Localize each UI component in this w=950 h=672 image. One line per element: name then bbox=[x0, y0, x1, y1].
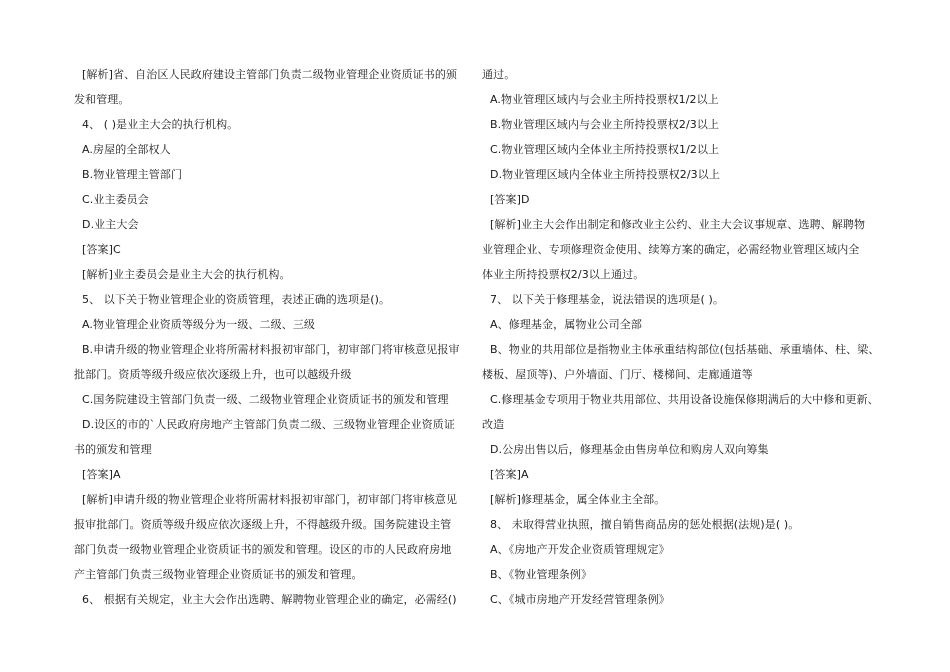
text-line: 发和管理。 bbox=[74, 93, 130, 106]
text-line: 7、 以下关于修理基金，说法错误的选项是( )。 bbox=[490, 293, 724, 306]
text-line: 楼板、屋顶等)、户外墙面、门厅、楼梯间、走廊通道等 bbox=[482, 368, 753, 381]
text-line: A.房屋的全部权人 bbox=[82, 143, 171, 156]
text-line: 书的颁发和管理 bbox=[74, 443, 152, 456]
left-text-column bbox=[74, 62, 474, 612]
text-line: B.物业管理区域内与会业主所持投票权2/3以上 bbox=[490, 118, 720, 131]
text-line: [解析]业主委员会是业主大会的执行机构。 bbox=[82, 268, 291, 281]
text-line: [解析]申请升级的物业管理企业将所需材料报初审部门，初审部门将审核意见 bbox=[82, 493, 458, 506]
text-line: D.设区的市的`人民政府房地产主管部门负责二级、三级物业管理企业资质证 bbox=[82, 418, 455, 431]
text-line: D.公房出售以后，修理基金由售房单位和购房人双向筹集 bbox=[490, 443, 769, 456]
text-line: 业管理企业、专项修理资金使用、续筹方案的确定，必需经物业管理区域内全 bbox=[482, 243, 860, 256]
text-line: 部门负责一级物业管理企业资质证书的颁发和管理。设区的市的人民政府房地 bbox=[74, 543, 452, 556]
text-line: B.申请升级的物业管理企业将所需材料报初审部门，初审部门将审核意见报审 bbox=[82, 343, 460, 356]
text-line: 8、 未取得营业执照，擅自销售商品房的惩处根据(法规)是( )。 bbox=[490, 518, 800, 531]
text-line: A、修理基金，属物业公司全部 bbox=[490, 318, 642, 331]
text-line: B、物业的共用部位是指物业主体承重结构部位(包括基础、承重墙体、柱、梁、 bbox=[490, 343, 880, 356]
text-line: 报审批部门。资质等级升级应依次逐级上升，不得越级升级。国务院建设主管 bbox=[74, 518, 452, 531]
text-line: C.国务院建设主管部门负责一级、二级物业管理企业资质证书的颁发和管理 bbox=[82, 393, 449, 406]
text-line: C.修理基金专项用于物业共用部位、共用设备设施保修期满后的大中修和更新、 bbox=[490, 393, 879, 406]
right-text-column bbox=[482, 62, 885, 612]
text-line: [答案]A bbox=[490, 468, 529, 481]
text-line: [解析]省、自治区人民政府建设主管部门负责二级物业管理企业资质证书的颁 bbox=[82, 68, 458, 81]
text-line: D.物业管理区域内全体业主所持投票权2/3以上 bbox=[490, 168, 720, 181]
text-line: 通过。 bbox=[482, 68, 516, 81]
text-line: C、《城市房地产开发经营管理条例》 bbox=[490, 593, 670, 606]
text-line: [解析]业主大会作出制定和修改业主公约、业主大会议事规章、选聘、解聘物 bbox=[490, 218, 866, 231]
text-line: 4、 ( )是业主大会的执行机构。 bbox=[82, 118, 239, 131]
text-line: [答案]A bbox=[82, 468, 121, 481]
text-line: 产主管部门负责三级物业管理企业资质证书的颁发和管理。 bbox=[74, 568, 363, 581]
text-line: C.物业管理区域内全体业主所持投票权1/2以上 bbox=[490, 143, 720, 156]
text-line: B.物业管理主管部门 bbox=[82, 168, 183, 181]
text-line: 体业主所持投票权2/3以上通过。 bbox=[482, 268, 645, 281]
text-line: A、《房地产开发企业资质管理规定》 bbox=[490, 543, 670, 556]
text-line: 批部门。资质等级升级应依次逐级上升，也可以越级升级 bbox=[74, 368, 352, 381]
text-line: 改造 bbox=[482, 418, 505, 431]
text-line: [答案]C bbox=[82, 243, 121, 256]
text-line: B、《物业管理条例》 bbox=[490, 568, 593, 581]
text-line: C.业主委员会 bbox=[82, 193, 149, 206]
text-line: A.物业管理企业资质等级分为一级、二级、三级 bbox=[82, 318, 316, 331]
text-line: [答案]D bbox=[490, 193, 530, 206]
text-line: [解析]修理基金，属全体业主全部。 bbox=[490, 493, 666, 506]
text-line: D.业主大会 bbox=[82, 218, 139, 231]
text-line: 6、 根据有关规定，业主大会作出选聘、解聘物业管理企业的确定，必需经() bbox=[82, 593, 457, 606]
text-line: 5、 以下关于物业管理企业的资质管理，表述正确的选项是()。 bbox=[82, 293, 391, 306]
text-line: A.物业管理区域内与会业主所持投票权1/2以上 bbox=[490, 93, 719, 106]
